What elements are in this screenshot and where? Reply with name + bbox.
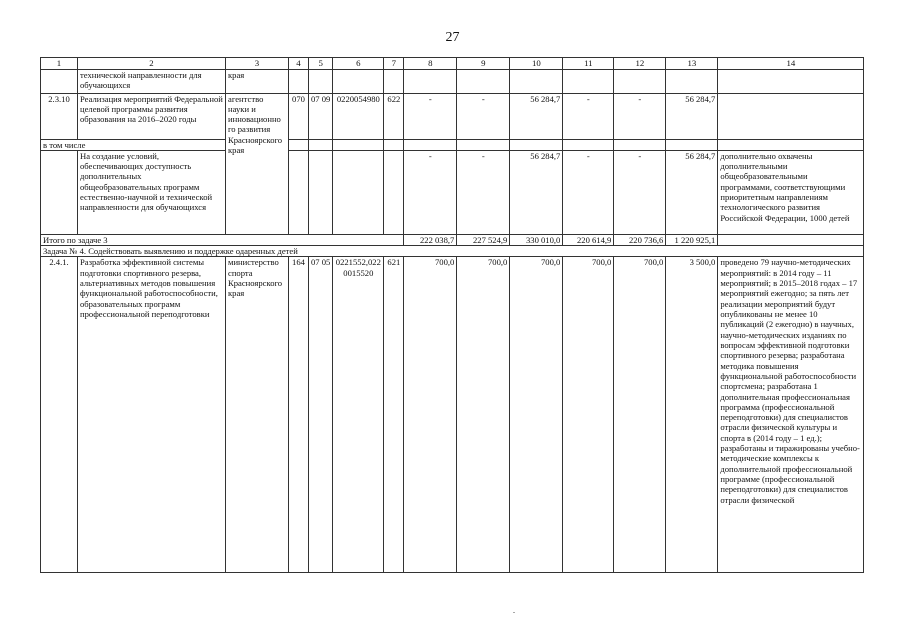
expense-type-code: 622 (384, 93, 404, 139)
table-row (41, 234, 864, 245)
item-number: 2.3.10 (41, 93, 78, 139)
page-number: 27 (445, 30, 460, 45)
footer-mark: . (513, 606, 515, 615)
target-article-code: 0220054980 (333, 93, 384, 139)
col-num: 10 (510, 58, 563, 70)
value-cell: - (457, 93, 510, 139)
column-number-row (41, 58, 864, 70)
expense-type-code: 621 (384, 257, 404, 573)
value-cell: 227 524,9 (457, 234, 510, 245)
col-num: 7 (384, 58, 404, 70)
table-row (41, 93, 864, 139)
col-num: 13 (666, 58, 718, 70)
organization: агентство науки и инновационно го развития Красноярского края (226, 93, 289, 234)
value-cell: 330 010,0 (510, 234, 563, 245)
value-cell: - (614, 150, 666, 234)
table-row (41, 150, 864, 234)
total-cell: 56 284,7 (666, 93, 718, 139)
organization: министерство спорта Красноярского края (226, 257, 289, 573)
value-cell: 700,0 (563, 257, 614, 573)
col-num: 6 (333, 58, 384, 70)
value-cell: 700,0 (510, 257, 563, 573)
value-cell: 220 736,6 (614, 234, 666, 245)
col-num: 3 (226, 58, 289, 70)
value-cell: - (457, 150, 510, 234)
target-article-code: 0221552,022 0015520 (333, 257, 384, 573)
col-num: 12 (614, 58, 666, 70)
total-cell: 3 500,0 (666, 257, 718, 573)
value-cell: - (563, 150, 614, 234)
expected-result: дополнительно охвачены дополнительными общеобразовательными программами, соответствующими приоритетным направлениям технологического развития Российской Федерации, 1000 детей (718, 150, 864, 234)
col-num: 11 (563, 58, 614, 70)
col-num: 2 (78, 58, 226, 70)
grbs-code: 164 (289, 257, 309, 573)
value-cell: 220 614,9 (563, 234, 614, 245)
value-cell: - (404, 150, 457, 234)
col-num: 8 (404, 58, 457, 70)
col-num: 14 (718, 58, 864, 70)
col-num: 1 (41, 58, 78, 70)
grbs-code: 070 (289, 93, 309, 139)
value-cell: 700,0 (614, 257, 666, 573)
value-cell: - (563, 93, 614, 139)
value-cell: 222 038,7 (404, 234, 457, 245)
item-number: 2.4.1. (41, 257, 78, 573)
col-num: 4 (289, 58, 309, 70)
activity-name: технической направленности для обучающихся (78, 69, 226, 93)
expected-result: проведено 79 научно-методических мероприятий: в 2014 году – 11 мероприятий; в 2015–2018 годах – 17 мероприятий ежегодно; за пять лет реализации мероприятий будут опубликованы не менее 10 публикаций (2 ежегодно) в научных, научно-методических изданиях по вопросам эффективной подготовки спортивного резерва; разработана методика повышения функциональной работоспособности спортсмена; разработана 1 дополнительная профессиональная программа (профессиональной переподготовки) для специалистов отрасли физической культуры и спорта в (2014 году – 1 ед.); разработаны и тиражированы учебно-методические комплексы к дополнительной профессиональной программе (профессиональной переподготовки) для специалистов отрасли физической (718, 257, 864, 573)
value-cell: 700,0 (457, 257, 510, 573)
value-cell: 700,0 (404, 257, 457, 573)
value-cell: - (614, 93, 666, 139)
total-cell: 56 284,7 (666, 150, 718, 234)
col-num: 5 (309, 58, 333, 70)
value-cell: 56 284,7 (510, 93, 563, 139)
including-label: в том числе (41, 139, 226, 150)
organization: края (226, 69, 289, 93)
col-num: 9 (457, 58, 510, 70)
task-heading: Задача № 4. Содействовать выявлению и поддержке одаренных детей (41, 246, 864, 257)
value-cell: - (404, 93, 457, 139)
budget-table (40, 57, 864, 573)
total-cell: 1 220 925,1 (666, 234, 718, 245)
activity-name: Реализация мероприятий Федеральной целевой программы развития образования на 2016–2020 годы (78, 93, 226, 139)
table-row (41, 139, 864, 150)
table-row (41, 246, 864, 257)
subtotal-label: Итого по задаче 3 (41, 234, 404, 245)
section-code: 07 05 (309, 257, 333, 573)
table-row (41, 257, 864, 573)
activity-name: На создание условий, обеспечивающих доступность дополнительных общеобразовательных программ естественно-научной и технической направленности для обучающихся (78, 150, 226, 234)
value-cell: 56 284,7 (510, 150, 563, 234)
table-row (41, 69, 864, 93)
section-code: 07 09 (309, 93, 333, 139)
activity-name: Разработка эффективной системы подготовки спортивного резерва, альтернативных методов повышения функциональной работоспособности, образовательных программ профессиональной переподготовки (78, 257, 226, 573)
